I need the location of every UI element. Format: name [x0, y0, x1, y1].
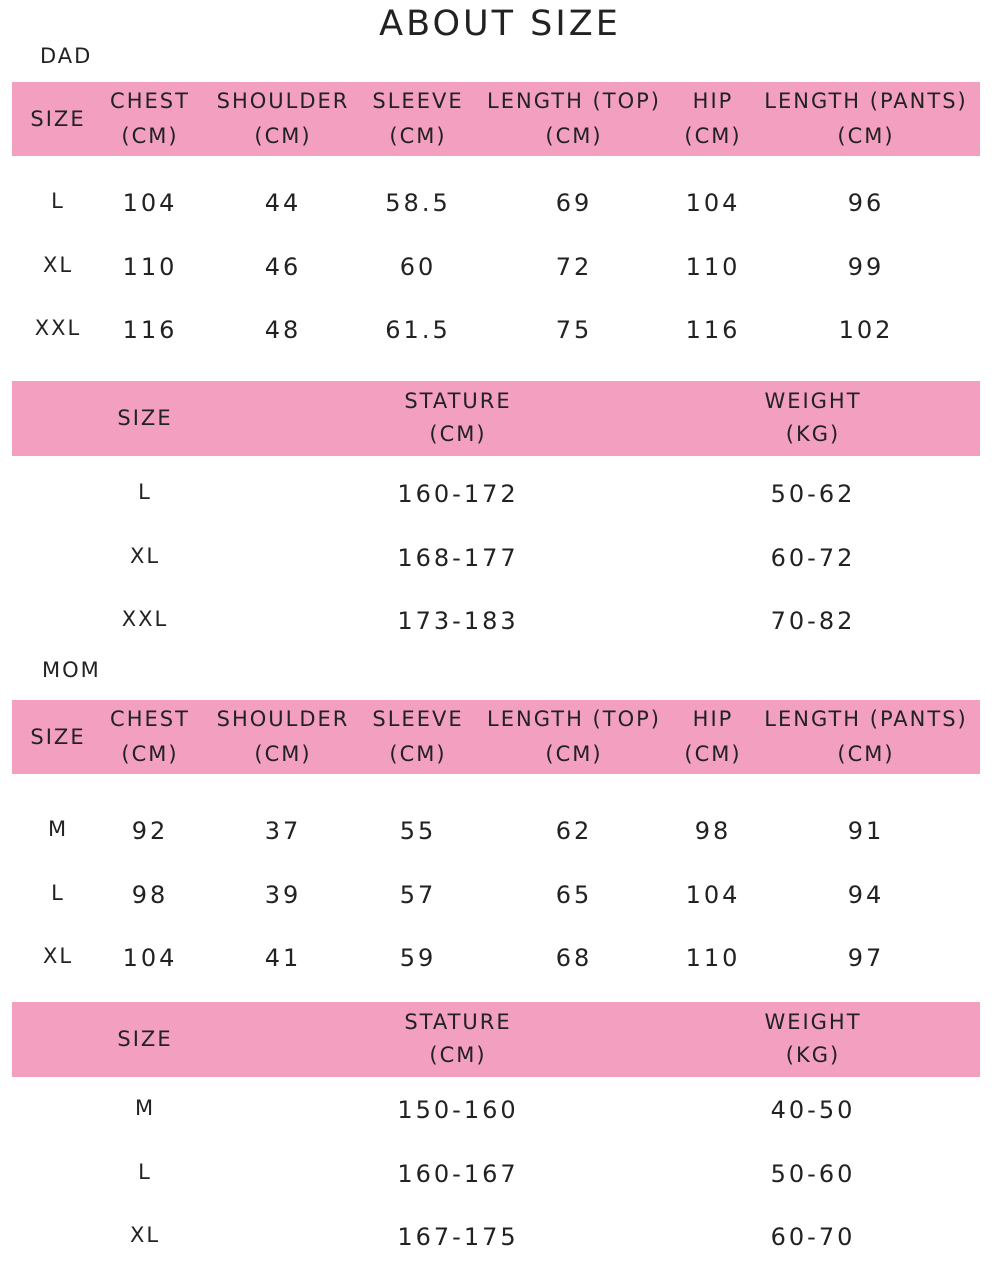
dad-body-row-2-cell-1: 173-183 — [397, 607, 519, 635]
mom-measure-header-1-line2: (CM) — [121, 742, 179, 766]
dad-body-row-2-cell-0: XXL — [121, 607, 169, 631]
dad-measure-row-0-cell-0: L — [51, 189, 65, 213]
mom-measure-header-2-line1: SHOULDER — [216, 707, 350, 731]
dad-measure-header-0: SIZE — [30, 107, 86, 131]
dad-measure-header-5-line1: HIP — [692, 89, 734, 113]
mom-measure-header-6-line1: LENGTH (PANTS) — [764, 707, 968, 731]
dad-measure-row-0-cell-3: 58.5 — [385, 189, 451, 217]
mom-body-header-0: SIZE — [117, 1027, 173, 1051]
mom-measure-row-1-cell-5: 104 — [685, 880, 741, 909]
mom-body-row-0-cell-0: M — [134, 1096, 156, 1120]
dad-measure-row-1-cell-6: 99 — [847, 252, 885, 281]
mom-measure-row-0-cell-5: 98 — [694, 817, 732, 845]
dad-body-row-1-cell-1: 168-177 — [397, 543, 519, 572]
mom-measure-row-0-cell-2: 37 — [264, 817, 302, 845]
dad-measure-header-6-line2: (CM) — [837, 124, 895, 148]
mom-measure-header-1-line1: CHEST — [110, 707, 190, 731]
dad-body-row-1-cell-2: 60-72 — [770, 543, 856, 572]
dad-measure-header-6-line1: LENGTH (PANTS) — [764, 89, 968, 113]
mom-measure-row-2-cell-6: 97 — [847, 944, 885, 972]
mom-measure-row-1-cell-4: 65 — [555, 880, 593, 909]
mom-measure-row-2-cell-4: 68 — [555, 944, 593, 972]
mom-measure-header-5-line2: (CM) — [684, 742, 742, 766]
mom-measure-row-1-cell-3: 57 — [399, 880, 437, 909]
dad-body-row-2-cell-2: 70-82 — [770, 607, 856, 635]
dad-measure-row-2-cell-4: 75 — [555, 316, 593, 344]
mom-measure-header-0: SIZE — [30, 725, 86, 749]
dad-measure-header-1-line1: CHEST — [110, 89, 190, 113]
mom-measure-header-6-line2: (CM) — [837, 742, 895, 766]
mom-body-row-1-cell-2: 50-60 — [770, 1159, 856, 1188]
dad-measure-header-2-line2: (CM) — [254, 124, 312, 148]
dad-body-row-0-cell-0: L — [138, 480, 152, 504]
mom-measure-row-0-cell-1: 92 — [131, 817, 169, 845]
dad-body-header-1-line2: (CM) — [429, 422, 487, 446]
dad-measure-row-1-cell-2: 46 — [264, 252, 302, 281]
mom-measure-header-3-line1: SLEEVE — [372, 707, 464, 731]
mom-measure-row-1-cell-6: 94 — [847, 880, 885, 909]
dad-measure-header-5-line2: (CM) — [684, 124, 742, 148]
dad-measure-header-4-line2: (CM) — [545, 124, 603, 148]
mom-body-row-2-cell-2: 60-70 — [770, 1223, 856, 1251]
mom-body-header-1-line1: STATURE — [404, 1010, 512, 1034]
dad-measure-header-1-line2: (CM) — [121, 124, 179, 148]
dad-section-label: DAD — [40, 44, 93, 68]
mom-measure-row-0-cell-6: 91 — [847, 817, 885, 845]
mom-measure-row-1-cell-0: L — [51, 880, 65, 905]
mom-measure-header-2-line2: (CM) — [254, 742, 312, 766]
dad-measure-row-0-cell-4: 69 — [555, 189, 593, 217]
mom-body-header-2-line1: WEIGHT — [764, 1010, 862, 1034]
mom-measure-row-0-cell-0: M — [47, 817, 69, 841]
dad-measure-row-1-cell-5: 110 — [685, 252, 741, 281]
dad-body-row-0-cell-1: 160-172 — [397, 480, 519, 508]
dad-measure-row-0-cell-1: 104 — [122, 189, 178, 217]
mom-body-header-2-line2: (KG) — [785, 1043, 841, 1067]
dad-measure-row-1-cell-1: 110 — [122, 252, 178, 281]
dad-measure-header-4-line1: LENGTH (TOP) — [487, 89, 661, 113]
mom-body-row-1-cell-1: 160-167 — [397, 1159, 519, 1188]
page-title: ABOUT SIZE — [379, 4, 621, 44]
dad-measure-row-2-cell-5: 116 — [685, 316, 741, 344]
mom-measure-row-1-cell-1: 98 — [131, 880, 169, 909]
mom-body-row-1-cell-0: L — [138, 1159, 152, 1184]
mom-measure-row-0-cell-3: 55 — [399, 817, 437, 845]
mom-body-header-1-line2: (CM) — [429, 1043, 487, 1067]
dad-measure-row-2-cell-1: 116 — [122, 316, 178, 344]
dad-body-row-0-cell-2: 50-62 — [770, 480, 856, 508]
dad-measure-row-2-cell-3: 61.5 — [385, 316, 451, 344]
dad-measure-header-2-line1: SHOULDER — [216, 89, 350, 113]
mom-measure-row-0-cell-4: 62 — [555, 817, 593, 845]
dad-measure-header-3-line2: (CM) — [389, 124, 447, 148]
mom-body-row-0-cell-2: 40-50 — [770, 1096, 856, 1124]
mom-section-label: MOM — [42, 658, 101, 682]
dad-measure-row-1-cell-3: 60 — [399, 252, 437, 281]
mom-measure-header-4-line1: LENGTH (TOP) — [487, 707, 661, 731]
mom-measure-row-1-cell-2: 39 — [264, 880, 302, 909]
mom-body-row-2-cell-1: 167-175 — [397, 1223, 519, 1251]
dad-body-header-2-line2: (KG) — [785, 422, 841, 446]
dad-measure-row-2-cell-2: 48 — [264, 316, 302, 344]
mom-measure-row-2-cell-5: 110 — [685, 944, 741, 972]
mom-measure-header-5-line1: HIP — [692, 707, 734, 731]
dad-measure-row-1-cell-0: XL — [42, 252, 74, 277]
dad-measure-row-0-cell-5: 104 — [685, 189, 741, 217]
dad-measure-row-0-cell-6: 96 — [847, 189, 885, 217]
mom-measure-row-2-cell-2: 41 — [264, 944, 302, 972]
mom-measure-row-2-cell-0: XL — [42, 944, 74, 968]
dad-body-header-2-line1: WEIGHT — [764, 389, 862, 413]
mom-measure-row-2-cell-3: 59 — [399, 944, 437, 972]
mom-body-row-0-cell-1: 150-160 — [397, 1096, 519, 1124]
dad-measure-row-2-cell-0: XXL — [34, 316, 82, 340]
mom-measure-row-2-cell-1: 104 — [122, 944, 178, 972]
mom-measure-header-4-line2: (CM) — [545, 742, 603, 766]
dad-measure-header-3-line1: SLEEVE — [372, 89, 464, 113]
dad-measure-row-0-cell-2: 44 — [264, 189, 302, 217]
dad-body-row-1-cell-0: XL — [129, 543, 161, 568]
dad-body-header-1-line1: STATURE — [404, 389, 512, 413]
dad-measure-row-1-cell-4: 72 — [555, 252, 593, 281]
dad-body-header-0: SIZE — [117, 406, 173, 430]
mom-body-row-2-cell-0: XL — [129, 1223, 161, 1247]
dad-measure-row-2-cell-6: 102 — [838, 316, 894, 344]
mom-measure-header-3-line2: (CM) — [389, 742, 447, 766]
